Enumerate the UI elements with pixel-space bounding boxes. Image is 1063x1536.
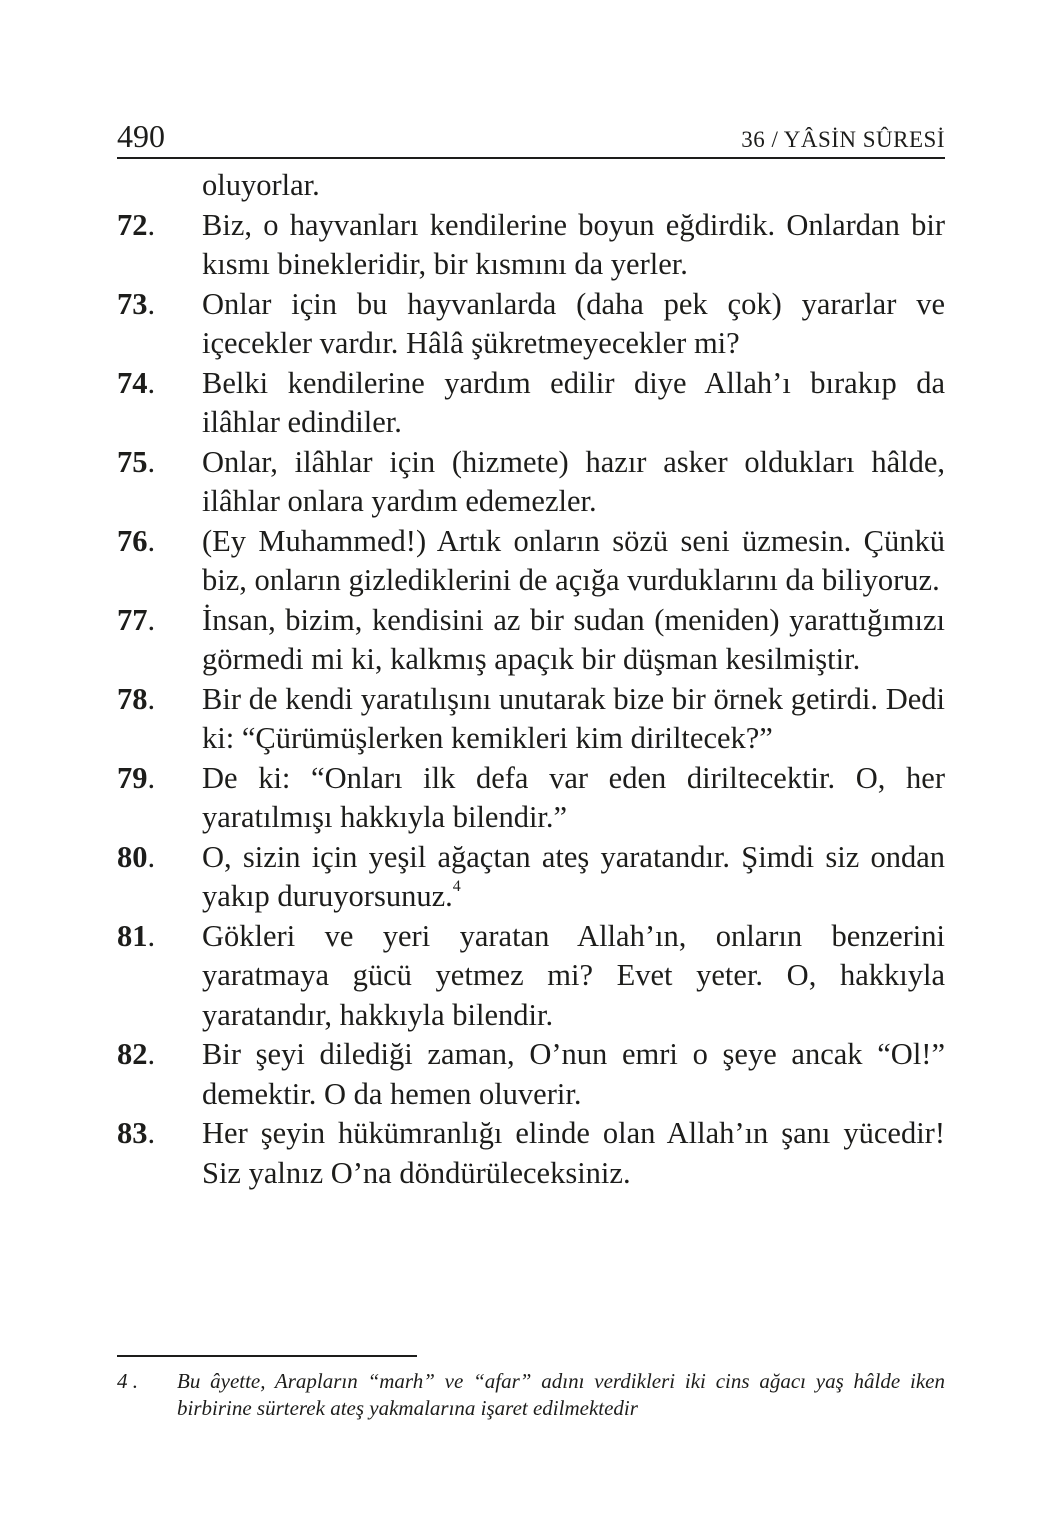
page-header xyxy=(117,116,945,156)
verse-number-value: 74 xyxy=(117,365,148,400)
verse-list xyxy=(117,206,945,1194)
verse-text-content: Bir şeyi dilediği zaman, O’nun emri o şeye ancak “Ol!” demektir. O da hemen oluverir. xyxy=(202,1037,945,1111)
verse-text-content: (Ey Muhammed!) Artık onların sözü seni üzmesin. Çünkü biz, onların gizlediklerini de açığa vurduklarını da biliyoruz. xyxy=(202,523,945,597)
running-head: 36 / YÂSİN SÛRESİ xyxy=(741,127,945,152)
verse-number-value: 81 xyxy=(117,918,148,953)
verse-text xyxy=(202,759,945,838)
verse-number: 80. xyxy=(117,839,156,874)
verse-text-content: İnsan, bizim, kendisini az bir sudan (meniden) yarattığımızı görmedi mi ki, kalkmış apaçık bir düşman kesilmiştir. xyxy=(202,602,945,676)
footnote-reference: 4 xyxy=(452,878,461,895)
verse-number: 82. xyxy=(117,1037,156,1071)
verse-number: 75. xyxy=(117,444,156,479)
verse-78 xyxy=(117,680,945,759)
verse-76 xyxy=(117,522,945,601)
verse-text-content: Her şeyin hükümranlığı elinde olan Allah’ın şanı yücedir! Siz yalnız O’na döndürüleceksiniz. xyxy=(202,1116,945,1190)
continuation-text: oluyorlar. xyxy=(202,168,320,202)
verse-text-content: O, sizin için yeşil ağaçtan ateş yaratandır. Şimdi siz ondan yakıp duruyorsunuz. xyxy=(202,839,945,913)
verse-number-value: 82 xyxy=(117,1037,148,1071)
verse-number-value: 80 xyxy=(117,839,148,874)
footnote xyxy=(117,1368,945,1422)
verse-number: 73. xyxy=(117,286,156,321)
verse-text-content: Gökleri ve yeri yaratan Allah’ın, onların benzerini yaratmaya gücü yetmez mi? Evet yeter. O, hakkıyla yaratandır, hakkıyla bilendir. xyxy=(202,918,945,1032)
verse-text-content: Onlar, ilâhlar için (hizmete) hazır asker oldukları hâlde, ilâhlar onlara yardım edemezler. xyxy=(202,444,945,518)
verse-number-value: 78 xyxy=(117,681,148,716)
header-rule xyxy=(117,157,945,159)
verse-number-value: 72 xyxy=(117,207,148,242)
verse-text-content: Onlar için bu hayvanlarda (daha pek çok) yararlar ve içecekler vardır. Hâlâ şükretmeyecekler mi? xyxy=(202,286,945,360)
verse-text xyxy=(202,917,945,1036)
verse-text xyxy=(202,206,945,285)
verse-text-content: Biz, o hayvanları kendilerine boyun eğdirdik. Onlardan bir kısmı binekleridir, bir kısmını da yerler. xyxy=(202,207,945,281)
main-text xyxy=(117,166,945,1193)
footnote-rule xyxy=(117,1355,417,1357)
verse-number: 83. xyxy=(117,1116,156,1150)
verse-text xyxy=(202,1114,945,1193)
footnote-text: Bu âyette, Arapların “marh” ve “afar” adını verdikleri iki cins ağacı yaş hâlde iken birbirine sürterek ateş yakmalarına işaret edilmektedir xyxy=(177,1369,945,1420)
verse-number-value: 83 xyxy=(117,1116,148,1150)
verse-number: 81. xyxy=(117,918,156,953)
verse-74 xyxy=(117,364,945,443)
verse-number-value: 73 xyxy=(117,286,148,321)
verse-75 xyxy=(117,443,945,522)
verse-text xyxy=(202,285,945,364)
verse-73 xyxy=(117,285,945,364)
verse-80 xyxy=(117,838,945,917)
verse-text xyxy=(202,601,945,680)
footnote-marker: 4 . xyxy=(117,1369,138,1393)
verse-text-content: Belki kendilerine yardım edilir diye Allah’ı bırakıp da ilâhlar edindiler. xyxy=(202,365,945,439)
verse-text xyxy=(202,838,945,917)
verse-number: 76. xyxy=(117,523,156,558)
verse-number: 72. xyxy=(117,207,156,242)
verse-77 xyxy=(117,601,945,680)
page-number: 490 xyxy=(117,118,165,154)
verse-text xyxy=(202,1035,945,1114)
verse-81 xyxy=(117,917,945,1036)
verse-text xyxy=(202,680,945,759)
verse-83 xyxy=(117,1114,945,1193)
verse-number-value: 79 xyxy=(117,760,148,795)
verse-number-value: 75 xyxy=(117,444,148,479)
verse-number-value: 76 xyxy=(117,523,148,558)
verse-79 xyxy=(117,759,945,838)
verse-text xyxy=(202,443,945,522)
verse-text xyxy=(202,364,945,443)
verse-82 xyxy=(117,1035,945,1114)
verse-text xyxy=(202,522,945,601)
verse-72 xyxy=(117,206,945,285)
verse-number: 77. xyxy=(117,602,156,637)
verse-number-value: 77 xyxy=(117,602,148,637)
verse-text-content: De ki: “Onları ilk defa var eden diriltecektir. O, her yaratılmışı hakkıyla bilendir.” xyxy=(202,760,945,834)
verse-number: 79. xyxy=(117,760,156,795)
verse-number: 74. xyxy=(117,365,156,400)
verse-number: 78. xyxy=(117,681,156,716)
verse-text-content: Bir de kendi yaratılışını unutarak bize bir örnek getirdi. Dedi ki: “Çürümüşlerken kemikleri kim diriltecek?” xyxy=(202,681,945,755)
